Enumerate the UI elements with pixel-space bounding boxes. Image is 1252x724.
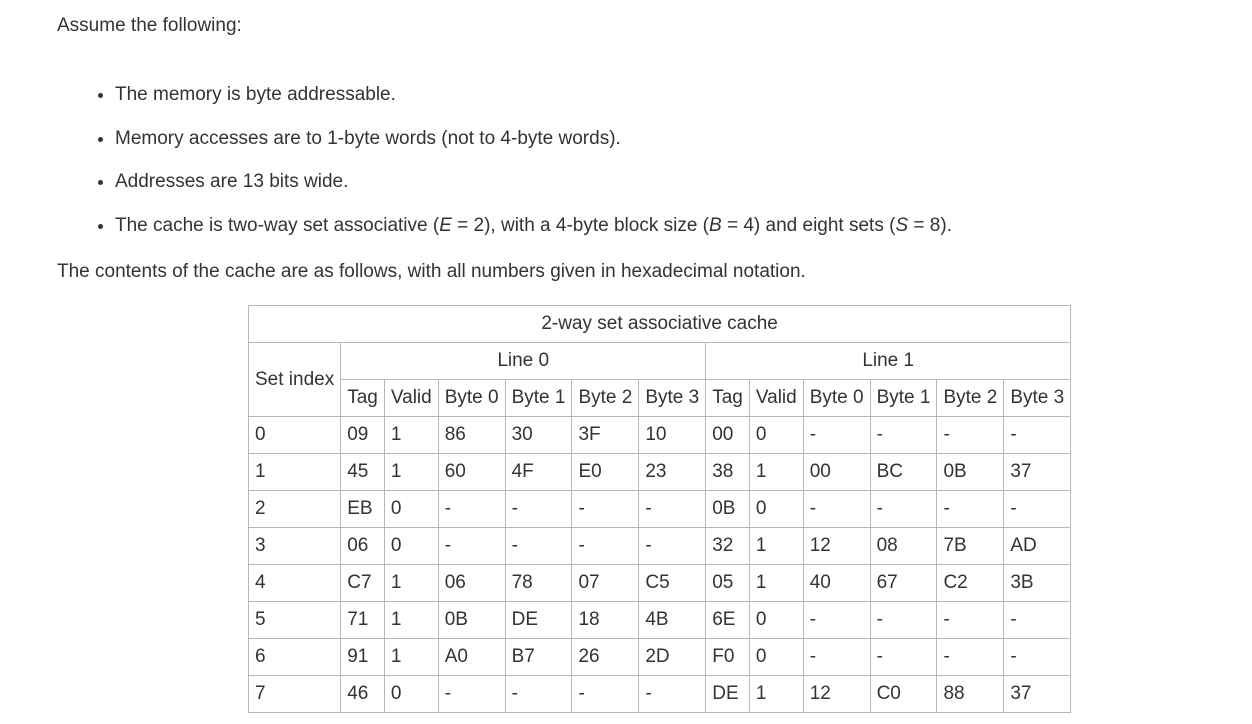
table-cell: C0	[870, 676, 937, 713]
table-cell: C7	[341, 565, 385, 602]
table-cell: -	[1004, 417, 1071, 454]
table-cell: 38	[706, 454, 750, 491]
table-cell: DE	[505, 602, 572, 639]
table-cell: 12	[803, 528, 870, 565]
table-cell: -	[1004, 602, 1071, 639]
table-cell: 10	[639, 417, 706, 454]
table-cell: 0B	[438, 602, 505, 639]
table-cell: -	[803, 602, 870, 639]
table-cell: -	[870, 639, 937, 676]
table-cell: 1	[749, 528, 803, 565]
table-cell: -	[803, 639, 870, 676]
assumptions-list	[96, 70, 952, 244]
table-cell: AD	[1004, 528, 1071, 565]
table-cell: 45	[341, 454, 385, 491]
table-cell: 4F	[505, 454, 572, 491]
column-header: Byte 3	[1004, 380, 1071, 417]
table-cell: -	[937, 602, 1004, 639]
table-cell: -	[937, 639, 1004, 676]
column-header: Byte 2	[937, 380, 1004, 417]
column-header: Byte 0	[438, 380, 505, 417]
table-cell: 0	[384, 528, 438, 565]
table-cell: 0	[384, 491, 438, 528]
set-index-cell: 6	[249, 639, 341, 676]
table-cell: -	[1004, 639, 1071, 676]
table-row	[249, 676, 1071, 713]
table-cell: 1	[384, 565, 438, 602]
table-cell: 23	[639, 454, 706, 491]
table-cell: 07	[572, 565, 639, 602]
table-cell: 3B	[1004, 565, 1071, 602]
table-cell: -	[505, 528, 572, 565]
table-cell: 86	[438, 417, 505, 454]
table-cell: -	[572, 528, 639, 565]
column-header: Valid	[384, 380, 438, 417]
table-cell: C5	[639, 565, 706, 602]
table-cell: B7	[505, 639, 572, 676]
list-item	[115, 70, 952, 114]
table-cell: 67	[870, 565, 937, 602]
set-index-cell: 3	[249, 528, 341, 565]
table-cell: 46	[341, 676, 385, 713]
table-cell: EB	[341, 491, 385, 528]
table-cell: -	[1004, 491, 1071, 528]
table-cell: 88	[937, 676, 1004, 713]
assumption-text: The cache is two-way set associative (E = 2), with a 4-byte block size (B = 4) and eight sets (S = 8).	[115, 214, 952, 236]
table-cell: 91	[341, 639, 385, 676]
table-row	[249, 602, 1071, 639]
table-cell: BC	[870, 454, 937, 491]
set-index-cell: 4	[249, 565, 341, 602]
table-cell: -	[438, 676, 505, 713]
table-cell: -	[639, 528, 706, 565]
table-cell: 0	[749, 602, 803, 639]
table-cell: -	[803, 417, 870, 454]
table-cell: DE	[706, 676, 750, 713]
table-row	[249, 639, 1071, 676]
table-cell: 00	[706, 417, 750, 454]
table-cell: 4B	[639, 602, 706, 639]
table-cell: 37	[1004, 676, 1071, 713]
table-row	[249, 454, 1071, 491]
column-header: Byte 1	[505, 380, 572, 417]
table-cell: F0	[706, 639, 750, 676]
table-cell: 06	[438, 565, 505, 602]
table-cell: C2	[937, 565, 1004, 602]
table-cell: 1	[384, 417, 438, 454]
table-cell: 1	[384, 454, 438, 491]
table-cell: 40	[803, 565, 870, 602]
table-cell: 30	[505, 417, 572, 454]
table-cell: 78	[505, 565, 572, 602]
table-cell: 1	[384, 602, 438, 639]
set-index-cell: 2	[249, 491, 341, 528]
table-cell: 60	[438, 454, 505, 491]
table-cell: 2D	[639, 639, 706, 676]
table-cell: 0	[749, 491, 803, 528]
column-header: Byte 2	[572, 380, 639, 417]
table-cell: 7B	[937, 528, 1004, 565]
table-cell: A0	[438, 639, 505, 676]
column-header: Byte 0	[803, 380, 870, 417]
column-header: Tag	[341, 380, 385, 417]
table-row	[249, 491, 1071, 528]
intro-text: Assume the following:	[57, 15, 242, 36]
table-cell: 32	[706, 528, 750, 565]
table-row	[249, 528, 1071, 565]
assumption-text: Addresses are 13 bits wide.	[115, 171, 349, 192]
line1-header: Line 1	[706, 343, 1071, 380]
table-cell: 18	[572, 602, 639, 639]
column-header: Valid	[749, 380, 803, 417]
table-cell: 1	[749, 676, 803, 713]
set-index-cell: 0	[249, 417, 341, 454]
table-row	[249, 565, 1071, 602]
contents-text: The contents of the cache are as follows, with all numbers given in hexadecimal notation.	[57, 261, 806, 282]
list-item	[115, 157, 952, 201]
cache-body	[249, 417, 1071, 713]
table-cell: -	[505, 676, 572, 713]
table-cell: -	[438, 491, 505, 528]
table-cell: 09	[341, 417, 385, 454]
set-index-cell: 7	[249, 676, 341, 713]
column-header: Tag	[706, 380, 750, 417]
table-cell: 0	[749, 417, 803, 454]
table-cell: 1	[749, 565, 803, 602]
table-cell: 1	[384, 639, 438, 676]
table-cell: -	[870, 602, 937, 639]
table-cell: -	[572, 676, 639, 713]
assumption-text: The memory is byte addressable.	[115, 84, 396, 105]
cache-table	[248, 305, 1071, 713]
table-cell: 0B	[706, 491, 750, 528]
table-cell: 00	[803, 454, 870, 491]
table-cell: -	[803, 491, 870, 528]
column-header: Byte 3	[639, 380, 706, 417]
table-cell: -	[438, 528, 505, 565]
table-cell: 71	[341, 602, 385, 639]
set-index-cell: 5	[249, 602, 341, 639]
table-cell: -	[937, 417, 1004, 454]
table-cell: 0B	[937, 454, 1004, 491]
table-cell: 6E	[706, 602, 750, 639]
table-cell: 3F	[572, 417, 639, 454]
table-cell: -	[639, 676, 706, 713]
table-row	[249, 417, 1071, 454]
table-cell: -	[572, 491, 639, 528]
table-cell: -	[870, 491, 937, 528]
column-header: Byte 1	[870, 380, 937, 417]
table-cell: 12	[803, 676, 870, 713]
table-cell: 05	[706, 565, 750, 602]
table-cell: -	[505, 491, 572, 528]
table-cell: 1	[749, 454, 803, 491]
table-cell: E0	[572, 454, 639, 491]
list-item	[115, 201, 952, 245]
table-cell: -	[639, 491, 706, 528]
table-cell: -	[870, 417, 937, 454]
table-cell: 08	[870, 528, 937, 565]
table-cell: 06	[341, 528, 385, 565]
table-cell: 0	[384, 676, 438, 713]
set-index-header: Set index	[249, 343, 341, 417]
column-header-row	[249, 380, 1071, 417]
table-cell: -	[937, 491, 1004, 528]
set-index-cell: 1	[249, 454, 341, 491]
list-item	[115, 114, 952, 158]
table-caption: 2-way set associative cache	[249, 306, 1071, 343]
table-cell: 0	[749, 639, 803, 676]
assumption-text: Memory accesses are to 1-byte words (not to 4-byte words).	[115, 127, 621, 149]
table-cell: 37	[1004, 454, 1071, 491]
line0-header: Line 0	[341, 343, 706, 380]
table-cell: 26	[572, 639, 639, 676]
